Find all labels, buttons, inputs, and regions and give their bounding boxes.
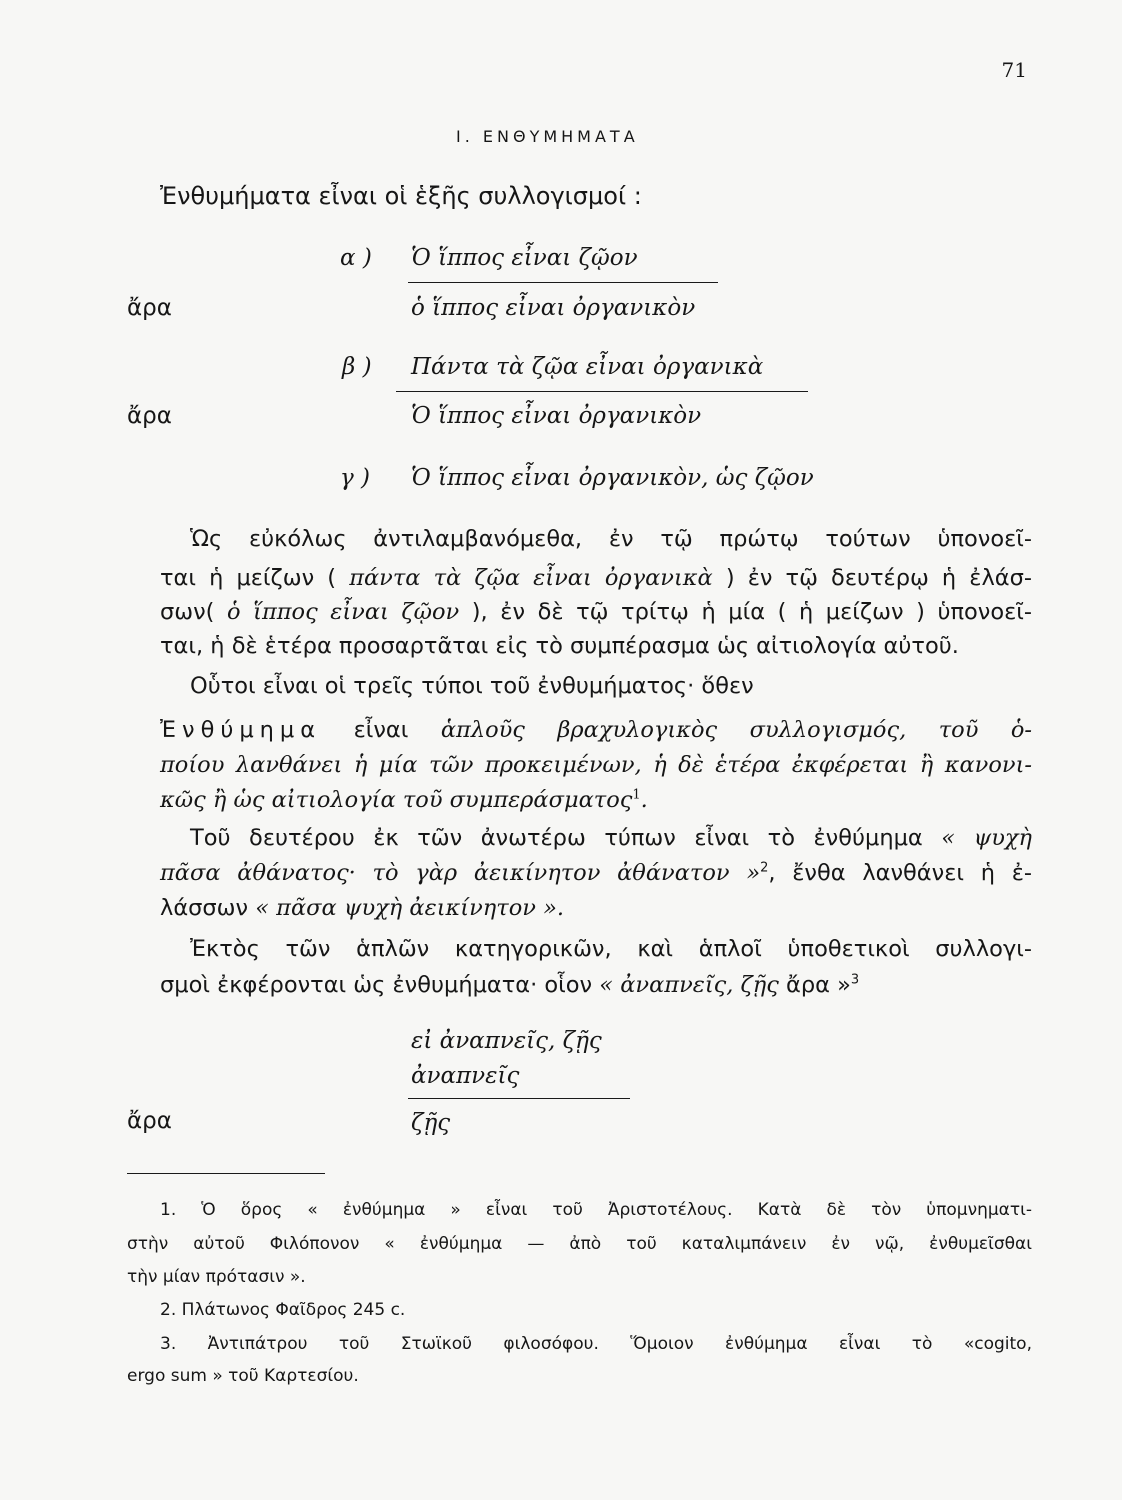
footnote-3-line: 3. Ἀντιπάτρου τοῦ Στωϊκοῦ φιλοσόφου. Ὅμοιον ἐνθύμημα εἶναι τὸ «cogito, (160, 1334, 1032, 1354)
hypothetical-premise-1: εἰ ἀναπνεῖς, ζῇς (411, 1028, 602, 1054)
example-b-conclusion: Ὁ ἵππος εἶναι ὀργανικὸν (411, 403, 702, 429)
syllogism-rule-b (396, 391, 808, 392)
footnote-separator (127, 1173, 325, 1174)
paragraph-3-line: λάσσων « πᾶσα ψυχὴ ἀεικίνητον ». (160, 895, 564, 921)
footnote-1-line: στὴν αὐτοῦ Φιλόπονον « ἐνθύμημα — ἀπὸ τοῦ καταλιμπάνειν ἐν νῷ, ἐνθυμεῖσθαι (127, 1234, 1032, 1254)
syllogism-rule-hypothetical (408, 1098, 630, 1099)
example-c-statement: Ὁ ἵππος εἶναι ὀργανικὸν, ὡς ζῷον (411, 465, 814, 491)
paragraph-3-line: πᾶσα ἀθάνατος· τὸ γὰρ ἀεικίνητον ἀθάνατον »$^2$, ἔνθα λανθάνει ἡ ἐ- (160, 860, 1032, 886)
example-a-label: α ) (340, 245, 372, 271)
paragraph-1-line: σων( ὁ ἵππος εἶναι ζῷον ), ἐν δὲ τῷ τρίτῳ ἡ μία ( ἡ μείζων ) ὑπονοεῖ- (160, 599, 1033, 625)
paragraph-4-line: Ἐκτὸς τῶν ἁπλῶν κατηγορικῶν, καὶ ἁπλοῖ ὑποθετικοὶ συλλογι- (190, 936, 1032, 962)
footnote-3-line: ergo sum » τοῦ Καρτεσίου. (127, 1366, 359, 1386)
definition-line: Ἐνθύμημα εἶναι ἁπλοῦς βραχυλογικὸς συλλογισμός, τοῦ ὁ- (160, 717, 1033, 743)
footnote-1-line: τὴν μίαν πρότασιν ». (127, 1267, 306, 1287)
example-b-label: β ) (342, 354, 372, 380)
paragraph-2: Οὗτοι εἶναι οἱ τρεῖς τύποι τοῦ ἐνθυμήματος· ὅθεν (190, 673, 754, 699)
paragraph-3-line: Τοῦ δευτέρου ἐκ τῶν ἀνωτέρω τύπων εἶναι τὸ ἐνθύμημα « ψυχὴ (190, 825, 1033, 851)
example-a-premise: Ὁ ἵππος εἶναι ζῷον (411, 245, 638, 271)
hypothetical-premise-2: ἀναπνεῖς (411, 1063, 520, 1089)
example-a-conclusion: ὁ ἵππος εἶναι ὀργανικὸν (411, 295, 696, 321)
example-c-label: γ ) (340, 465, 371, 491)
ara-label: ἄρα (127, 403, 172, 429)
paragraph-1-line: Ὡς εὐκόλως ἀντιλαμβανόμεθα, ἐν τῷ πρώτῳ τούτων ὑπονοεῖ- (190, 526, 1032, 552)
definition-line: κῶς ἢ ὡς αἰτιολογία τοῦ συμπεράσματος$^1$. (160, 787, 648, 813)
page-number: 71 (1001, 58, 1027, 82)
paragraph-1-line: ται, ἡ δὲ ἑτέρα προσαρτᾶται εἰς τὸ συμπέρασμα ὡς αἰτιολογία αὐτοῦ. (160, 633, 959, 659)
syllogism-rule-a (408, 282, 718, 283)
ara-label: ἄρα (127, 295, 172, 321)
section-heading: Ι. ΕΝΘΥΜΗΜΑΤΑ (456, 127, 639, 146)
ara-label: ἄρα (127, 1108, 172, 1134)
paragraph-4-line: σμοὶ ἐκφέρονται ὡς ἐνθυμήματα· οἷον « ἀναπνεῖς, ζῇς ἄρα »$^3$ (160, 972, 860, 998)
intro-line: Ἐνθυμήματα εἶναι οἱ ἑξῆς συλλογισμοί : (160, 182, 642, 210)
paragraph-1-line: ται ἡ μείζων ( πάντα τὰ ζῷα εἶναι ὀργανικὰ ) ἐν τῷ δευτέρῳ ἡ ἐλάσ- (160, 565, 1032, 591)
definition-line: ποίου λανθάνει ἡ μία τῶν προκειμένων, ἡ δὲ ἑτέρα ἐκφέρεται ἢ κανονι- (160, 752, 1032, 778)
footnote-1-line: 1. Ὁ ὅρος « ἐνθύμημα » εἶναι τοῦ Ἀριστοτέλους. Κατὰ δὲ τὸν ὑπομνηματι- (160, 1200, 1032, 1220)
example-b-premise: Πάντα τὰ ζῷα εἶναι ὀργανικὰ (411, 354, 764, 380)
footnote-2: 2. Πλάτωνος Φαῖδρος 245 c. (160, 1300, 406, 1320)
hypothetical-conclusion: ζῇς (411, 1110, 451, 1136)
